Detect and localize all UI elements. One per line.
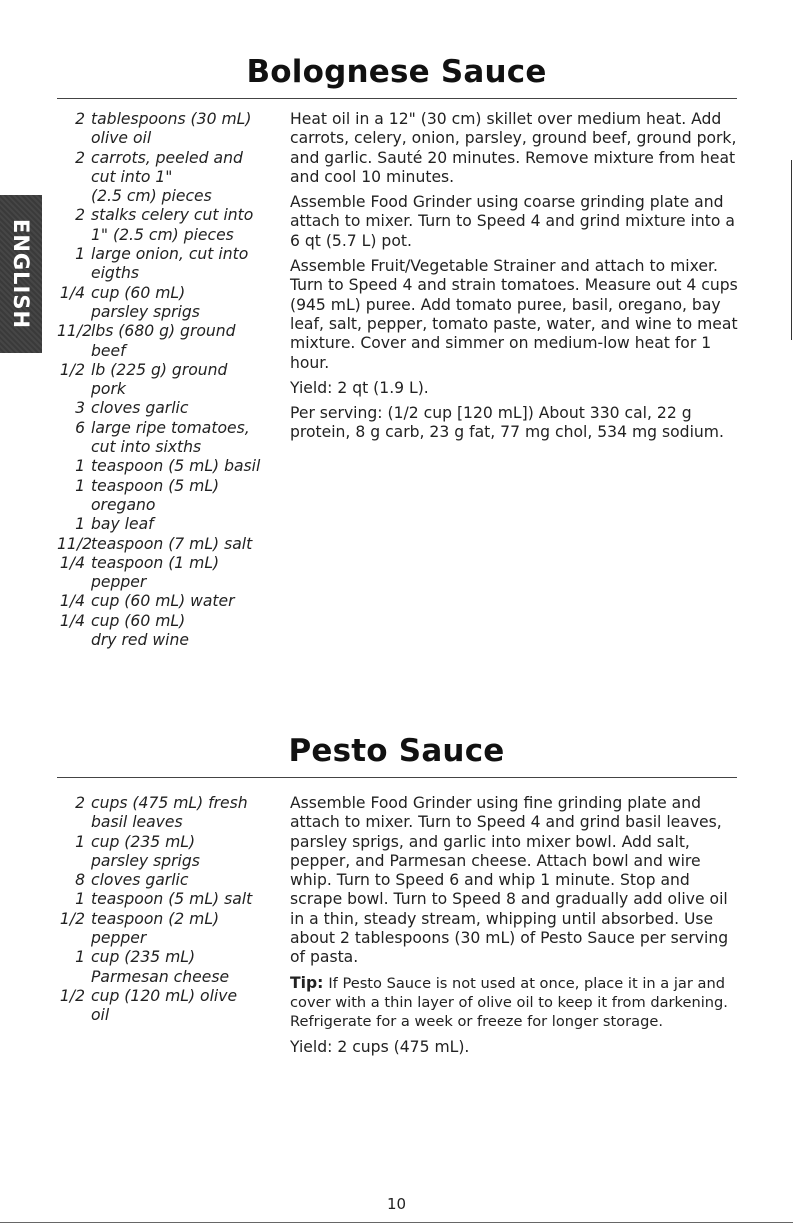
- ingredient-quantity: 8: [75, 871, 85, 890]
- ingredient-item: [57, 245, 282, 284]
- ingredient-text: teaspoon (1 mL): [91, 553, 220, 572]
- ingredient-text: parsley sprigs: [91, 302, 200, 321]
- ingredient-item: [57, 457, 282, 476]
- ingredient-text: pork: [91, 380, 126, 399]
- ingredient-text: stalks celery cut into: [91, 206, 254, 225]
- ingredient-item: [57, 399, 282, 418]
- ingredient-quantity: 1: [75, 245, 85, 264]
- ingredient-text: carrots, peeled and: [91, 148, 243, 167]
- ingredient-text: large onion, cut into: [91, 245, 249, 264]
- ingredient-quantity: 11/2: [57, 322, 93, 341]
- ingredient-text: large ripe tomatoes,: [91, 418, 250, 437]
- ingredient-quantity: 2: [75, 794, 85, 812]
- ingredient-quantity: 2: [75, 110, 85, 128]
- ingredient-text: teaspoon (5 mL): [91, 476, 220, 495]
- direction-paragraph: Assemble Fruit/Vegetable Strainer and attach to mixer. Turn to Speed 4 and strain tomatoes. Measure out 4 cups (945 mL) puree. Add tomato puree, basil, oregano, bay leaf, salt, pepper, tomato paste, water, and wine to meat mixture. Cover and simmer on medium-low heat for 1 hour.: [290, 257, 738, 372]
- ingredient-text: cut into sixths: [91, 438, 202, 457]
- ingredient-text: teaspoon (7 mL) salt: [91, 534, 253, 553]
- language-tab-label: ENGLISH: [9, 218, 33, 330]
- recipe-title-pesto: Pesto Sauce: [288, 733, 505, 769]
- ingredient-text: basil leaves: [91, 813, 183, 832]
- ingredient-item: [57, 987, 282, 1026]
- ingredient-item: [57, 149, 282, 207]
- ingredient-item: [57, 419, 282, 458]
- ingredient-quantity: 1/2: [59, 360, 85, 379]
- ingredient-quantity: 1: [75, 476, 85, 495]
- ingredient-text: pepper: [91, 573, 147, 592]
- ingredient-text: tablespoons (30 mL): [91, 110, 252, 128]
- ingredient-text: (2.5 cm) pieces: [91, 187, 212, 206]
- ingredient-quantity: 2: [75, 206, 85, 225]
- ingredient-text: eigths: [91, 264, 139, 283]
- ingredient-item: [57, 612, 282, 651]
- ingredient-item: [57, 515, 282, 534]
- ingredient-text: cup (60 mL): [91, 611, 186, 630]
- ingredient-text: Parmesan cheese: [91, 967, 230, 986]
- direction-paragraph: Heat oil in a 12" (30 cm) skillet over medium heat. Add carrots, celery, onion, parsley, ground beef, ground pork, and garlic. Sauté 20 minutes. Remove mixture from heat and cool 10 minutes.: [290, 110, 737, 186]
- ingredient-text: parsley sprigs: [91, 851, 200, 870]
- recipe-title-bolognese: Bolognese Sauce: [246, 54, 547, 90]
- ingredient-item: [57, 948, 282, 987]
- ingredient-text: pepper: [91, 929, 147, 948]
- ingredient-item: [57, 284, 282, 323]
- yield-text: Yield: 2 cups (475 mL).: [290, 1037, 470, 1056]
- ingredient-quantity: 1: [75, 890, 85, 909]
- ingredient-text: cloves garlic: [91, 871, 189, 890]
- ingredient-item: [57, 592, 282, 611]
- ingredient-text: 1" (2.5 cm) pieces: [91, 225, 234, 244]
- nutrition-text: Per serving: (1/2 cup [120 mL]) About 330 cal, 22 g protein, 8 g carb, 23 g fat, 77 mg chol, 534 mg sodium.: [290, 404, 724, 442]
- ingredient-quantity: 1/4: [59, 611, 85, 630]
- ingredient-text: teaspoon (5 mL) basil: [91, 457, 261, 476]
- direction-paragraph: Assemble Food Grinder using coarse grinding plate and attach to mixer. Turn to Speed 4 and grind mixture into a 6 qt (5.7 L) pot.: [290, 193, 735, 250]
- ingredient-text: cups (475 mL) fresh: [91, 794, 248, 812]
- tip-paragraph: [290, 974, 740, 1032]
- ingredient-text: cup (235 mL): [91, 948, 196, 967]
- ingredient-quantity: 1/4: [59, 592, 85, 611]
- direction-paragraph: Assemble Food Grinder using fine grinding plate and attach to mixer. Turn to Speed 4 and grind basil leaves, parsley sprigs, and garlic into mixer bowl. Add salt, pepper, and Parmesan cheese. Attach bowl and wire whip. Turn to Speed 6 and whip 1 minute. Stop and scrape bowl. Turn to Speed 8 and gradually add olive oil in a thin, steady stream, whipping until absorbed. Use about 2 tablespoons (30 mL) of Pesto Sauce per serving of pasta.: [290, 794, 729, 967]
- ingredient-text: dry red wine: [91, 631, 189, 650]
- ingredient-item: [57, 535, 282, 554]
- ingredient-text: cloves garlic: [91, 399, 189, 418]
- ingredient-item: [57, 554, 282, 593]
- ingredient-item: [57, 910, 282, 949]
- ingredient-quantity: 6: [75, 418, 85, 437]
- tip-text: If Pesto Sauce is not used at once, place it in a jar and cover with a thin layer of olive oil to keep it from darkening. Refrigerate for a week or freeze for longer storage.: [290, 974, 728, 1031]
- ingredient-quantity: 1: [75, 457, 85, 476]
- ingredient-text: oil: [91, 1006, 110, 1025]
- ingredient-quantity: 11/2: [57, 534, 93, 553]
- yield-text: Yield: 2 qt (1.9 L).: [290, 378, 429, 397]
- ingredient-item: [57, 477, 282, 516]
- ingredient-text: beef: [91, 341, 126, 360]
- ingredient-text: lb (225 g) ground: [91, 360, 228, 379]
- language-tab: [0, 195, 42, 353]
- ingredient-text: cup (60 mL): [91, 283, 186, 302]
- directions-bolognese: [290, 110, 740, 449]
- ingredient-text: lbs (680 g) ground: [91, 322, 236, 341]
- ingredient-text: teaspoon (2 mL): [91, 909, 220, 928]
- ingredient-item: [57, 110, 282, 149]
- ingredients-list-pesto: [57, 794, 282, 1026]
- ingredient-quantity: 1/4: [59, 283, 85, 302]
- page-number: 10: [386, 1195, 407, 1213]
- margin-line: [791, 160, 792, 340]
- ingredient-quantity: 2: [75, 148, 85, 167]
- bottom-rule: [0, 1222, 793, 1223]
- ingredient-text: teaspoon (5 mL) salt: [91, 890, 253, 909]
- ingredient-item: [57, 833, 282, 872]
- ingredient-quantity: 1/2: [59, 986, 85, 1005]
- ingredient-quantity: 3: [75, 399, 85, 418]
- ingredient-text: cup (120 mL) olive: [91, 986, 238, 1005]
- ingredients-list-bolognese: [57, 110, 282, 650]
- ingredient-text: olive oil: [91, 129, 152, 148]
- title-rule: [57, 98, 737, 99]
- ingredient-item: [57, 890, 282, 909]
- ingredient-text: cut into 1": [91, 167, 173, 186]
- ingredient-quantity: 1/2: [59, 909, 85, 928]
- ingredient-quantity: 1: [75, 948, 85, 967]
- ingredient-text: bay leaf: [91, 515, 154, 534]
- ingredient-item: [57, 322, 282, 361]
- ingredient-quantity: 1: [75, 515, 85, 534]
- title-rule: [57, 777, 737, 778]
- ingredient-quantity: 1: [75, 832, 85, 851]
- directions-pesto: [290, 794, 740, 1063]
- ingredient-item: [57, 361, 282, 400]
- ingredient-item: [57, 206, 282, 245]
- ingredient-item: [57, 871, 282, 890]
- ingredient-text: cup (60 mL) water: [91, 592, 235, 611]
- tip-label: Tip:: [290, 973, 324, 992]
- ingredient-text: oregano: [91, 495, 156, 514]
- ingredient-text: cup (235 mL): [91, 832, 196, 851]
- ingredient-item: [57, 794, 282, 833]
- ingredient-quantity: 1/4: [59, 553, 85, 572]
